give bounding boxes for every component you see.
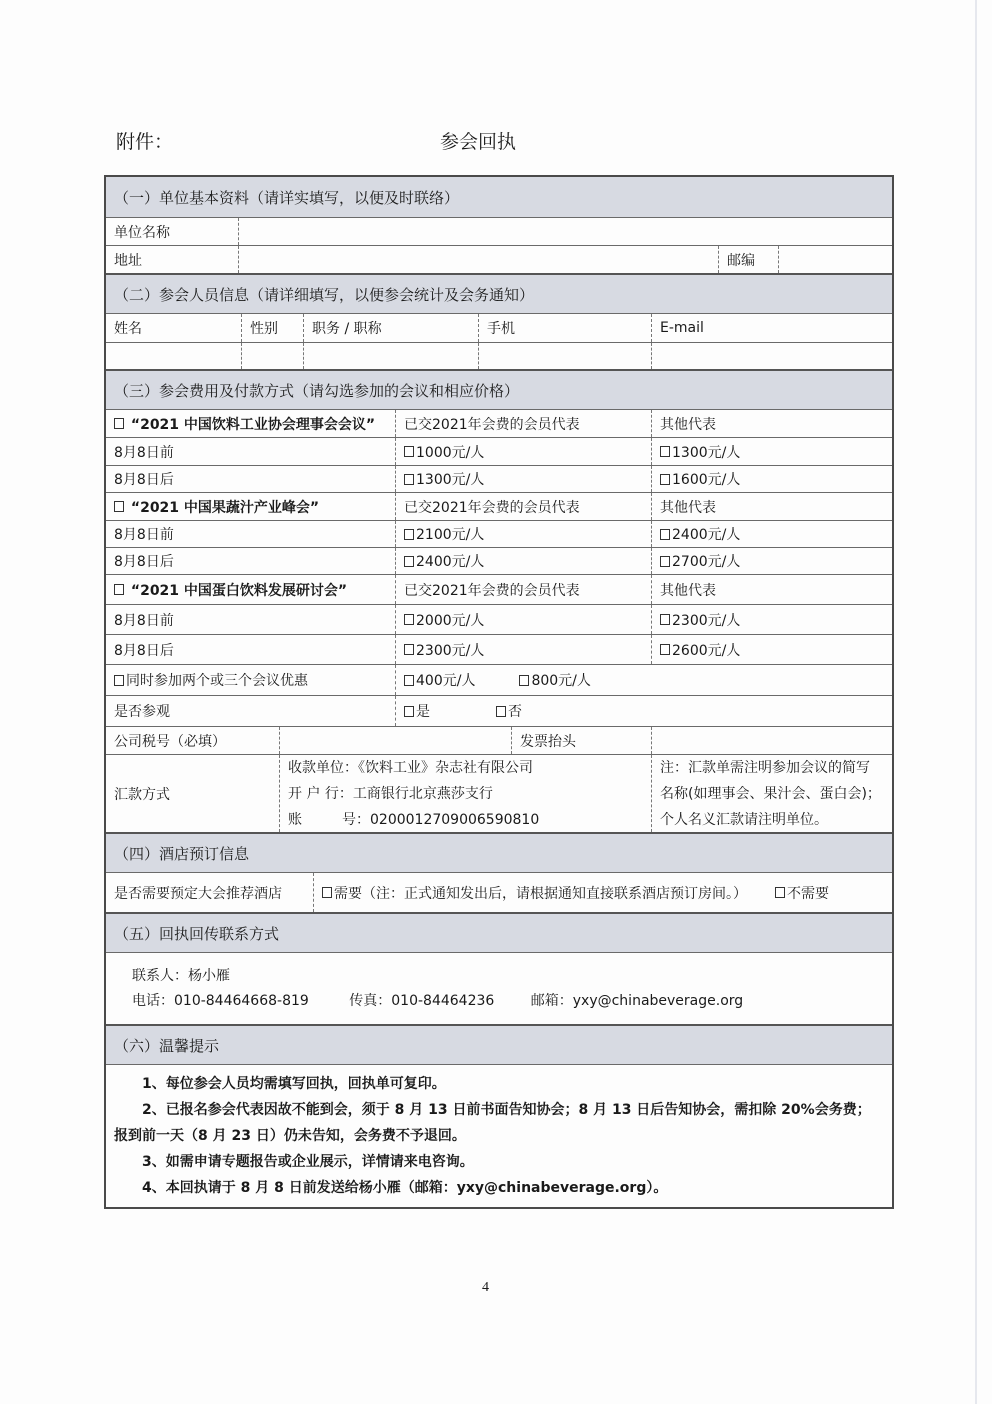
checkbox-icon[interactable] — [660, 556, 670, 567]
checkbox-icon[interactable] — [114, 675, 124, 686]
hotel-row — [106, 872, 892, 912]
unit-name-field[interactable] — [238, 218, 892, 245]
member-price-option[interactable] — [395, 438, 651, 465]
scan-edge-line — [975, 0, 977, 1404]
tips-row — [106, 1064, 892, 1207]
checkbox-icon[interactable] — [660, 644, 670, 655]
checkbox-icon[interactable] — [775, 887, 785, 898]
period-label: 8月8日前 — [114, 612, 174, 629]
other-price-option[interactable] — [651, 438, 892, 465]
checkbox-icon[interactable] — [404, 675, 414, 686]
checkbox-icon[interactable] — [660, 474, 670, 485]
checkbox-icon[interactable] — [660, 529, 670, 540]
tax-id-field[interactable] — [279, 727, 511, 754]
tip-item: 1、每位参会人员均需填写回执，回执单可复印。 — [142, 1076, 446, 1092]
attendee-email-field[interactable] — [651, 343, 892, 369]
payee: 收款单位：《饮料工业》杂志社有限公司 — [288, 759, 533, 776]
page-title: 参会回执 — [440, 131, 517, 153]
member-label: 已交2021年会费的会员代表 — [395, 575, 651, 604]
fax: 传真：010-84464236 — [349, 992, 495, 1009]
col-name: 姓名 — [114, 321, 142, 337]
discount-option-2[interactable]: 800元/人 — [531, 673, 591, 689]
meeting-1-name: “2021 中国饮料工业协会理事会会议” — [130, 416, 376, 433]
section-2-heading: （二）参会人员信息（请详细填写，以便参会统计及会务通知） — [106, 273, 892, 313]
price-text: 2600元/人 — [672, 642, 741, 659]
price-text: 2100元/人 — [416, 527, 485, 543]
tip-item: 2、已报名参会代表因故不能到会，须于 8 月 13 日前书面告知协会；8 月 13 日后告知协会，需扣除 20%会务费； — [142, 1102, 871, 1118]
section-3-heading: （三）参会费用及付款方式（请勾选参加的会议和相应价格） — [106, 369, 892, 409]
price-row — [106, 634, 892, 664]
other-price-option[interactable] — [651, 605, 892, 634]
phone: 电话：010-84464668-819 — [132, 992, 309, 1009]
tip-item: 报到前一天（8 月 23 日）仍未告知，会务费不予退回。 — [114, 1128, 466, 1144]
note-line: 注：汇款单需注明参加会议的简写 — [660, 759, 870, 776]
member-price-option[interactable] — [395, 635, 651, 664]
attendee-header-row — [106, 313, 892, 342]
visit-yes-option[interactable]: 是 — [416, 704, 430, 720]
attendee-name-field[interactable] — [106, 343, 241, 369]
price-text: 2300元/人 — [672, 612, 741, 629]
discount-option-1[interactable]: 400元/人 — [416, 673, 476, 689]
price-text: 1000元/人 — [416, 444, 485, 461]
price-text: 2000元/人 — [416, 612, 485, 629]
checkbox-icon[interactable] — [114, 501, 124, 512]
discount-row — [106, 664, 892, 695]
attendee-position-field[interactable] — [303, 343, 478, 369]
price-row — [106, 437, 892, 465]
checkbox-icon[interactable] — [404, 474, 414, 485]
invoice-title-label: 发票抬头 — [511, 727, 651, 754]
meeting-3-header-row — [106, 574, 892, 604]
member-price-option[interactable] — [395, 605, 651, 634]
checkbox-icon[interactable] — [404, 446, 414, 457]
tax-id-label: 公司税号（必填） — [114, 733, 226, 750]
remittance-note — [651, 755, 892, 832]
remittance-row — [106, 754, 892, 832]
section-4-heading: （四）酒店预订信息 — [106, 832, 892, 872]
period-label: 8月8日前 — [114, 444, 174, 461]
meeting-2-header-row — [106, 492, 892, 520]
period-label: 8月8日后 — [114, 554, 174, 570]
price-row — [106, 604, 892, 634]
meeting-1-option[interactable] — [106, 410, 395, 437]
contact-info — [106, 953, 892, 1024]
member-price-option[interactable] — [395, 466, 651, 492]
checkbox-icon[interactable] — [404, 706, 414, 717]
visit-label: 是否参观 — [114, 704, 170, 720]
tax-invoice-row — [106, 726, 892, 754]
period-label: 8月8日后 — [114, 642, 174, 659]
checkbox-icon[interactable] — [404, 529, 414, 540]
contact-line — [132, 989, 743, 1014]
other-price-option[interactable] — [651, 466, 892, 492]
tip-item: 3、如需申请专题报告或企业展示，详情请来电咨询。 — [142, 1154, 474, 1170]
attachment-label: 附件： — [116, 131, 174, 153]
price-text: 1600元/人 — [672, 472, 741, 488]
tips-list — [106, 1065, 892, 1207]
attendee-row — [106, 342, 892, 369]
unit-name-row — [106, 217, 892, 245]
meeting-3-name: “2021 中国蛋白饮料发展研讨会” — [130, 582, 348, 599]
other-price-option[interactable] — [651, 635, 892, 664]
meeting-2-name: “2021 中国果蔬汁产业峰会” — [130, 499, 320, 516]
visit-options — [395, 696, 892, 726]
member-price-option[interactable] — [395, 548, 651, 574]
other-label: 其他代表 — [651, 410, 892, 437]
remittance-details — [279, 755, 651, 832]
price-row — [106, 520, 892, 547]
member-label: 已交2021年会费的会员代表 — [395, 410, 651, 437]
checkbox-icon[interactable] — [404, 556, 414, 567]
unit-name-label: 单位名称 — [114, 224, 170, 241]
member-label: 已交2021年会费的会员代表 — [395, 493, 651, 520]
price-text: 2700元/人 — [672, 554, 741, 570]
attendee-mobile-field[interactable] — [478, 343, 651, 369]
note-line: 个人名义汇款请注明单位。 — [660, 811, 828, 828]
address-field[interactable] — [238, 246, 718, 273]
section-1-heading: （一）单位基本资料（请详实填写，以便及时联络） — [106, 177, 892, 217]
address-label: 地址 — [114, 252, 142, 269]
discount-prices — [395, 665, 892, 695]
price-row — [106, 465, 892, 492]
other-label: 其他代表 — [651, 575, 892, 604]
other-price-option[interactable] — [651, 521, 892, 547]
col-email: E-mail — [651, 314, 892, 342]
hotel-need-option[interactable]: 需要（注：正式通知发出后，请根据通知直接联系酒店预订房间。） — [334, 885, 747, 902]
tip-item: 4、本回执请于 8 月 8 日前发送给杨小雁（邮箱：yxy@chinabeverage.org）。 — [142, 1180, 668, 1196]
checkbox-icon[interactable] — [114, 584, 124, 595]
checkbox-icon[interactable] — [496, 706, 506, 717]
member-price-option[interactable] — [395, 521, 651, 547]
contact-row — [106, 952, 892, 1024]
discount-label: 同时参加两个或三个会议优惠 — [126, 673, 308, 689]
price-text: 2300元/人 — [416, 642, 485, 659]
note-line: 名称(如理事会、果汁会、蛋白会)； — [660, 785, 881, 802]
section-6-heading: （六）温馨提示 — [106, 1024, 892, 1064]
meeting-1-header-row — [106, 409, 892, 437]
account: 账 号：0200012709006590810 — [288, 811, 540, 828]
email: 邮箱：yxy@chinabeverage.org — [530, 992, 744, 1009]
hotel-question: 是否需要预定大会推荐酒店 — [114, 885, 282, 902]
checkbox-icon[interactable] — [660, 614, 670, 625]
discount-option[interactable] — [106, 665, 395, 695]
checkbox-icon[interactable] — [660, 446, 670, 457]
col-mobile: 手机 — [478, 314, 651, 342]
postcode-label: 邮编 — [718, 246, 778, 273]
period-label: 8月8日后 — [114, 472, 174, 488]
address-row — [106, 245, 892, 273]
checkbox-icon[interactable] — [519, 675, 529, 686]
hotel-options — [313, 873, 892, 912]
section-5-heading: （五）回执回传联系方式 — [106, 912, 892, 952]
invoice-title-field[interactable] — [651, 727, 892, 754]
price-row — [106, 547, 892, 574]
checkbox-icon[interactable] — [322, 887, 332, 898]
checkbox-icon[interactable] — [114, 418, 124, 429]
page-number: 4 — [482, 1280, 489, 1295]
other-price-option[interactable] — [651, 548, 892, 574]
other-label: 其他代表 — [651, 493, 892, 520]
price-text: 1300元/人 — [672, 444, 741, 461]
visit-row — [106, 695, 892, 726]
price-text: 1300元/人 — [416, 472, 485, 488]
col-position: 职务 / 职称 — [303, 314, 478, 342]
hotel-no-need-option[interactable]: 不需要 — [787, 885, 829, 902]
registration-form — [104, 175, 894, 1209]
period-label: 8月8日前 — [114, 527, 174, 543]
meeting-3-option[interactable] — [106, 575, 395, 604]
remittance-label: 汇款方式 — [114, 786, 170, 803]
postcode-field[interactable] — [778, 246, 892, 273]
col-gender: 性别 — [241, 314, 303, 342]
price-text: 2400元/人 — [416, 554, 485, 570]
contact-person: 联系人：杨小雁 — [132, 967, 230, 984]
attendee-gender-field[interactable] — [241, 343, 303, 369]
checkbox-icon[interactable] — [404, 614, 414, 625]
price-text: 2400元/人 — [672, 527, 741, 543]
bank: 开 户 行：工商银行北京燕莎支行 — [288, 785, 493, 802]
visit-no-option[interactable]: 否 — [508, 704, 522, 720]
meeting-2-option[interactable] — [106, 493, 395, 520]
checkbox-icon[interactable] — [404, 644, 414, 655]
